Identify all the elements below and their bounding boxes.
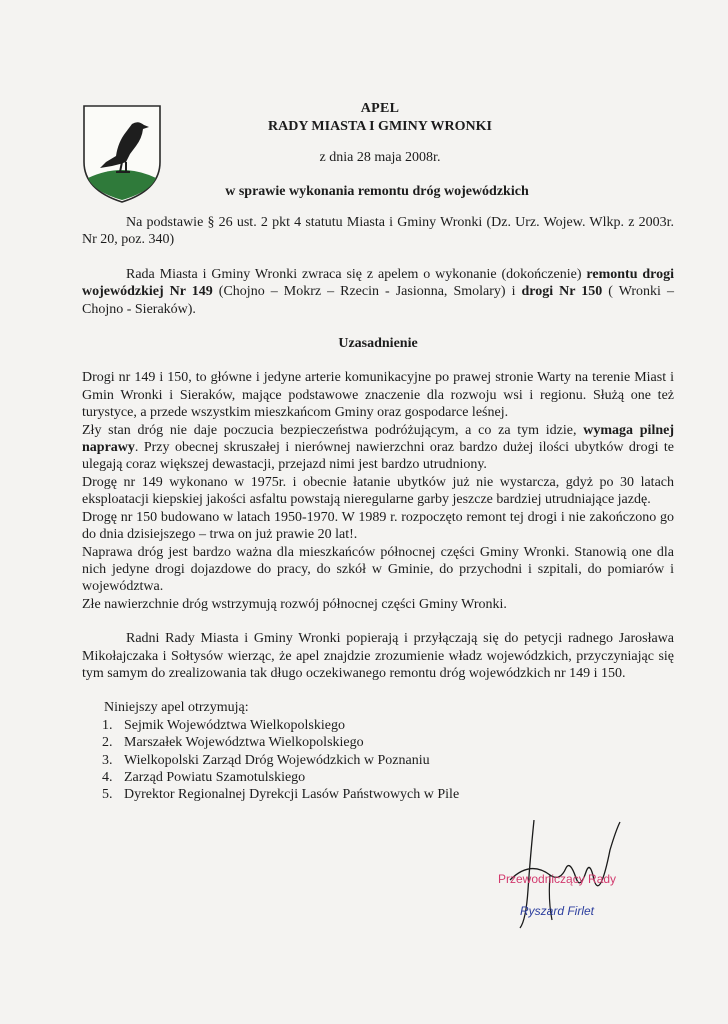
list-item: [102, 769, 674, 786]
justification-para-2-c: . Przy obecnej skruszałej i nierównej nawierzchni oraz bardzo dużej ilości ubytków drogi te ulegają coraz większej dewastacji, przejazd nimi jest bardzo utrudniony.: [82, 440, 674, 473]
appeal-road-150: drogi Nr 150: [521, 284, 603, 300]
list-item-number: 2.: [102, 735, 113, 751]
appeal-text-2: (Chojno – Mokrz – Rzecin - Jasionna, Smolary) i: [212, 284, 522, 300]
list-item: [102, 786, 674, 803]
justification-para-2: [82, 422, 674, 474]
list-item-text: Sejmik Województwa Wielkopolskiego: [124, 717, 345, 733]
list-item-number: 3.: [102, 752, 113, 768]
document-date: z dnia 28 maja 2008r.: [319, 150, 441, 165]
list-item-number: 5.: [102, 787, 113, 803]
justification-urgent-repair: wymaga pilnej naprawy: [82, 422, 674, 456]
document-subject: w sprawie wykonania remontu dróg wojewódzkich: [225, 184, 529, 199]
justification-para-3: Drogę nr 149 wykonano w 1975r. i obecnie łatanie ubytków już nie wystarcza, gdyż po 30 latach eksploatacji kiepskiej jakości asfaltu powstają nieregularne garby jeszcze bardziej utrudniające jazdę.: [82, 474, 674, 508]
justification-heading: Uzasadnienie: [338, 336, 418, 352]
recipients-list: [82, 717, 674, 804]
appeal-road-149: remontu drogi wojewódzkiej Nr 149: [82, 266, 674, 300]
stamp-role: Przewodniczący Rady: [498, 872, 617, 886]
appeal-text-1: Rada Miasta i Gminy Wronki zwraca się z apelem o wykonanie (dokończenie): [126, 266, 587, 282]
document-body: [82, 214, 674, 804]
list-item-number: 4.: [102, 769, 113, 785]
list-item-text: Marszałek Województwa Wielkopolskiego: [124, 735, 364, 751]
appeal-paragraph: [82, 266, 674, 318]
justification-para-2-a: Zły stan dróg nie daje poczucia bezpieczeństwa podróżującym, a co za tym idzie,: [82, 422, 584, 438]
list-item: [102, 752, 674, 769]
document-title: APEL: [360, 101, 400, 116]
justification-para-6: Złe nawierzchnie dróg wstrzymują rozwój północnej części Gminy Wronki.: [82, 596, 507, 612]
support-paragraph: Radni Rady Miasta i Gminy Wronki popierają i przyłączają się do petycji radnego Jarosława Mikołajczaka i Sołtysów wierząc, że apel znajdzie zrozumienie władz wojewódzkich, przyczyniając się tym samym do zrealizowania tak długo oczekiwanego remontu dróg wojewódzkich nr 149 i 150.: [82, 631, 674, 681]
list-item: [102, 734, 674, 751]
document-header: [160, 100, 600, 136]
justification-para-1: Drogi nr 149 i 150, to główne i jedyne arterie komunikacyjne po prawej stronie Warty na terenie Miast i Gmin Wronki i Sieraków, mające podstawowe znaczenie dla rozwoju wsi i regionu. Służą one też turystyce, a przede wszystkim mieszkańcom Gminy oraz gospodarce leśnej.: [82, 370, 674, 421]
list-item-text: Zarząd Powiatu Szamotulskiego: [124, 769, 306, 785]
list-item-number: 1.: [102, 717, 113, 733]
legal-basis: Na podstawie § 26 ust. 2 pkt 4 statutu Miasta i Gminy Wronki (Dz. Urz. Wojew. Wlkp. z 2003r. Nr 20, poz. 340): [82, 215, 674, 248]
list-item: [102, 717, 674, 734]
document-issuer: RADY MIASTA I GMINY WRONKI: [267, 119, 492, 134]
stamp-name: Ryszard Firlet: [520, 904, 595, 918]
recipients-intro: Niniejszy apel otrzymują:: [104, 700, 249, 716]
list-item-text: Wielkopolski Zarząd Dróg Wojewódzkich w Poznaniu: [124, 752, 430, 768]
appeal-text-3: ( Wronki – Chojno - Sieraków).: [82, 284, 674, 317]
justification-para-5: Naprawa dróg jest bardzo ważna dla mieszkańców północnej części Gminy Wronki. Stanowią one dla nich jedyne drogi dojazdowe do pracy, do szkół w Gminie, do przychodni i szpitali, do pomiarów i województwa.: [82, 544, 674, 595]
list-item-text: Dyrektor Regionalnej Dyrekcji Lasów Państwowych w Pile: [124, 787, 460, 803]
justification-para-4: Drogę nr 150 budowano w latach 1950-1970. W 1989 r. rozpoczęto remont tej drogi i nie zakończono go do dnia dzisiejszego – trwa on już prawie 20 lat!.: [82, 509, 674, 543]
